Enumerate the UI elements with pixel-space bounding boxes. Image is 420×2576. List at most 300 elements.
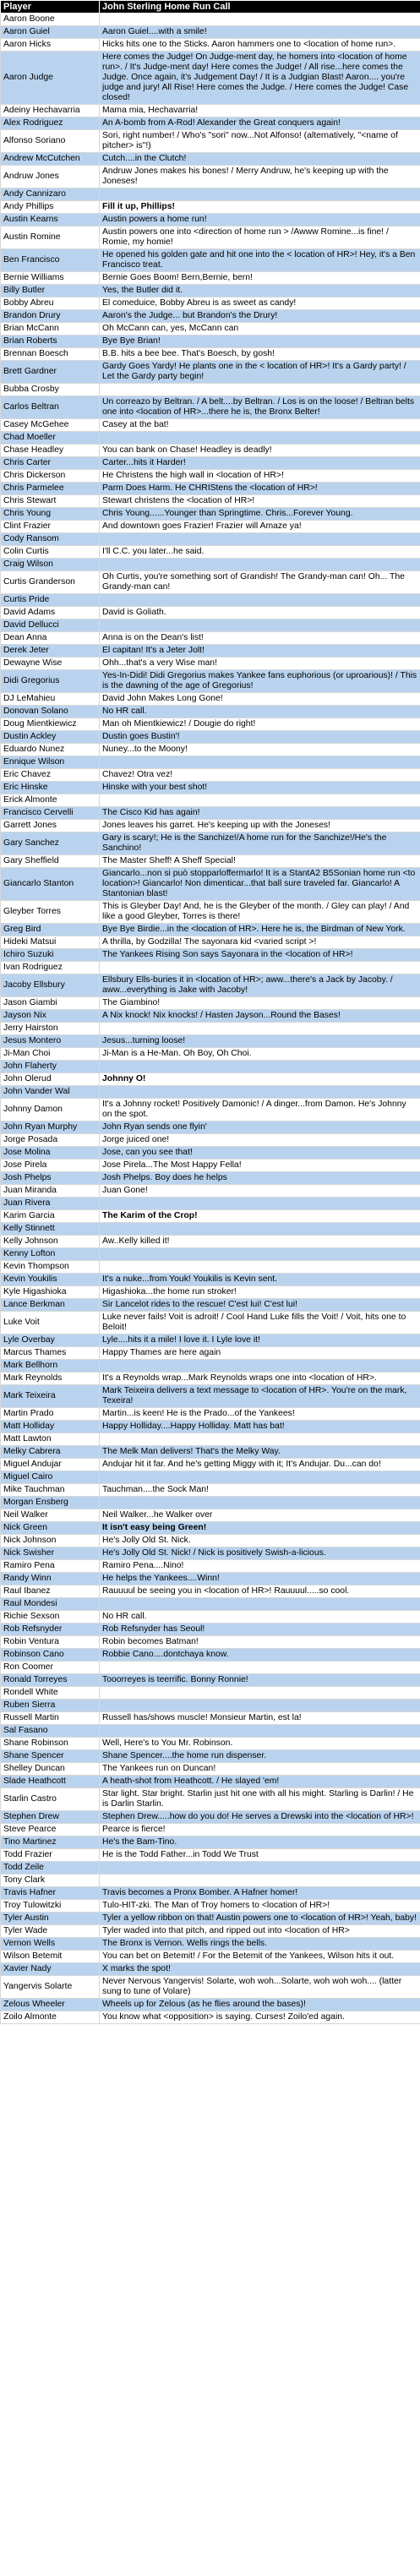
table-row [1,645,420,658]
player-cell: Greg Bird [1,924,100,936]
player-cell: Craig Wilson [1,559,100,571]
table-row [1,1674,420,1687]
player-cell: Raul Ibanez [1,1585,100,1598]
call-cell: Mark Teixeira delivers a text message to <location of HR>. You're on the mark, Texeira! [100,1385,420,1408]
table-row [1,594,420,607]
table-row [1,1160,420,1172]
table-row [1,1261,420,1274]
call-cell: Jose, can you see that! [100,1147,420,1160]
table-row [1,1976,420,1999]
table-row [1,997,420,1010]
call-cell [100,1687,420,1700]
call-cell [100,1725,420,1738]
table-row [1,546,420,559]
call-cell [100,794,420,807]
player-cell: Tino Martinez [1,1836,100,1849]
call-cell: Ramiro Pena....Nino! [100,1560,420,1573]
call-cell: Stephen Drew.....how do you do! He serves a Drewski into the <location of HR>! [100,1811,420,1824]
call-cell: David is Goliath. [100,607,420,619]
call-cell [100,1497,420,1509]
table-row [1,962,420,974]
call-cell: Un correazo by Beltran. / A belt....by Beltran. / Los is on the loose! / Beltran belts one into <location of HR>...there he is, the Bronx Belter! [100,396,420,419]
call-cell: Dustin goes Bustin'! [100,731,420,744]
table-row [1,1373,420,1385]
call-cell: Rauuuul be seeing you in <location of HR>! Rauuuul.....so cool. [100,1585,420,1598]
call-cell: David John Makes Long Gone! [100,693,420,706]
table-row [1,901,420,924]
player-cell: Wilson Betemit [1,1951,100,1963]
table-row [1,445,420,457]
table-row [1,1497,420,1509]
table-row [1,949,420,962]
table-row [1,1776,420,1788]
call-cell: Jesus...turning loose! [100,1035,420,1048]
table-row [1,1938,420,1951]
table-row [1,470,420,483]
table-row [1,1334,420,1347]
call-cell [100,1198,420,1210]
table-row [1,348,420,361]
call-cell: Cutch....in the Clutch! [100,153,420,166]
table-row [1,718,420,731]
player-cell: Russell Martin [1,1712,100,1725]
call-cell: I'll C.C. you later...he said. [100,546,420,559]
player-cell: Zoilo Almonte [1,2011,100,2024]
table-row [1,1299,420,1312]
table-row [1,1624,420,1636]
player-cell: Stephen Drew [1,1811,100,1824]
table-row [1,214,420,226]
call-cell: He is the Todd Father...in Todd We Trust [100,1849,420,1862]
call-cell: Chavez! Otra vez! [100,769,420,782]
call-cell: Tauchman....the Sock Man! [100,1484,420,1497]
call-cell [100,1086,420,1099]
player-cell: Jacoby Ellsbury [1,974,100,997]
call-cell: Yes, the Butler did it. [100,285,420,297]
player-cell: Cody Ransom [1,533,100,546]
table-row [1,658,420,670]
call-cell: The Bronx is Vernon. Wells rings the bells. [100,1938,420,1951]
table-row [1,1061,420,1073]
table-row [1,457,420,470]
call-cell: Robbie Cano....dontchaya know. [100,1649,420,1662]
player-cell: Vernon Wells [1,1938,100,1951]
table-row [1,1172,420,1185]
table-row [1,1925,420,1938]
table-row [1,1875,420,1887]
player-cell: Aaron Guiel [1,26,100,39]
player-cell: Steve Pearce [1,1824,100,1836]
call-cell: B.B. hits a bee bee. That's Boesch, by gosh! [100,348,420,361]
player-cell: Miguel Andujar [1,1459,100,1471]
table-row [1,285,420,297]
call-cell: Man oh Mientkiewicz! / Dougie do right! [100,718,420,731]
player-cell: Hideki Matsui [1,936,100,949]
player-cell: Eric Hinske [1,782,100,794]
player-cell: Shane Robinson [1,1738,100,1750]
player-cell: Mark Bellhorn [1,1360,100,1373]
player-cell: Casey McGehee [1,419,100,432]
call-cell: Anna is on the Dean's list! [100,632,420,645]
table-row [1,706,420,718]
call-cell: Aaron Guiel....with a smile! [100,26,420,39]
table-row [1,1248,420,1261]
call-cell: Star light. Star bright. Starlin just hit one with all his might. Starling is Darlin! / He is Darlin Starlin. [100,1788,420,1811]
player-cell: Juan Rivera [1,1198,100,1210]
table-row [1,1585,420,1598]
call-cell [100,559,420,571]
player-cell: Doug Mientkiewicz [1,718,100,731]
table-row [1,1824,420,1836]
player-cell: Eduardo Nunez [1,744,100,756]
table-row [1,323,420,336]
player-cell: Clint Frazier [1,521,100,533]
call-cell: Tyler a yellow ribbon on that! Austin powers one to <location of HR>! Yeah, baby! [100,1913,420,1925]
call-cell: Johnny O! [100,1073,420,1086]
call-cell: Oh McCann can, yes, McCann can [100,323,420,336]
call-cell: Tyler waded into that pitch, and ripped out into <location of HR> [100,1925,420,1938]
table-row [1,419,420,432]
table-row [1,1421,420,1433]
table-row [1,483,420,495]
player-cell: Erick Almonte [1,794,100,807]
player-cell: Rondell White [1,1687,100,1700]
player-cell: Nick Johnson [1,1535,100,1547]
table-row [1,1048,420,1061]
table-row [1,1210,420,1223]
table-row [1,1725,420,1738]
table-row [1,1811,420,1824]
player-cell: Kyle Higashioka [1,1286,100,1299]
player-cell: Troy Tulowitzki [1,1900,100,1913]
player-cell: Richie Sexson [1,1611,100,1624]
call-cell: This is Gleyber Day! And, he is the Gleyber of the month. / Gley can play! / And like a good Gleyber, Torres is there! [100,901,420,924]
table-row [1,1649,420,1662]
table-row [1,1788,420,1811]
player-cell: Ji-Man Choi [1,1048,100,1061]
call-cell: Gary is scary!; He is the Sanchize!/A home run for the Sanchize!/He's the Sanchino! [100,832,420,855]
table-row [1,1951,420,1963]
player-cell: Ichiro Suzuki [1,949,100,962]
table-row [1,1963,420,1976]
call-cell: It's a Johnny rocket! Positively Damonic! / A dinger...from Damon. He's Johnny on the spot. [100,1099,420,1122]
call-cell: He opened his golden gate and hit one into the < location of HR>! Hey, it's a Ben Francisco treat. [100,249,420,272]
call-cell: You can bank on Chase! Headley is deadly! [100,445,420,457]
call-cell: Here comes the Judge! On Judge-ment day, he homers into <location of home run>. / It's Judge-ment day! Here comes the Judge! / All rise...here comes the Judge. Once again, it's Judgement Day! / It is a Judgian Blast! Aaron.... you're judge and jury! All Rise! Here comes the Judge. / Here comes the Judge! Case closed! [100,52,420,105]
player-cell: Brian McCann [1,323,100,336]
table-row [1,52,420,105]
call-cell: Hinske with your best shot! [100,782,420,794]
call-cell: Happy Holliday....Happy Holliday. Matt has bat! [100,1421,420,1433]
player-cell: Nick Green [1,1522,100,1535]
call-cell: John Ryan sends one flyin' [100,1122,420,1134]
player-cell: Carlos Beltran [1,396,100,419]
player-cell: Rob Refsnyder [1,1624,100,1636]
table-row [1,508,420,521]
table-row [1,1312,420,1334]
player-cell: John Olerud [1,1073,100,1086]
player-cell: John Flaherty [1,1061,100,1073]
player-cell: Giancarlo Stanton [1,868,100,901]
table-row [1,226,420,249]
header-call: John Sterling Home Run Call [100,1,420,14]
call-cell [100,1875,420,1887]
player-cell: Travis Hafner [1,1887,100,1900]
table-row [1,1849,420,1862]
player-cell: Ronald Torreyes [1,1674,100,1687]
player-cell: Tony Clark [1,1875,100,1887]
table-row [1,2011,420,2024]
call-cell: It's a nuke...from Youk! Youkilis is Kevin sent. [100,1274,420,1286]
player-cell: Randy Winn [1,1573,100,1585]
call-cell: Parm Does Harm. He CHRIStens the <location of HR>! [100,483,420,495]
call-cell [100,1471,420,1484]
player-cell: David Adams [1,607,100,619]
player-cell: Donovan Solano [1,706,100,718]
player-cell: Ruben Sierra [1,1700,100,1712]
table-row [1,820,420,832]
table-row [1,974,420,997]
player-cell: Mark Teixeira [1,1385,100,1408]
table-row [1,1236,420,1248]
player-cell: Chad Moeller [1,432,100,445]
player-cell: Yangervis Solarte [1,1976,100,1999]
player-cell: Marcus Thames [1,1347,100,1360]
call-cell: X marks the spot! [100,1963,420,1976]
table-row [1,1408,420,1421]
call-cell: Luke never fails! Voit is adroit! / Cool Hand Luke fills the Voit! / Voit, hits one to Beloit! [100,1312,420,1334]
player-cell: Raul Mondesi [1,1598,100,1611]
table-row [1,14,420,26]
table-row [1,693,420,706]
call-cell: Fill it up, Phillips! [100,201,420,214]
player-cell: Lyle Overbay [1,1334,100,1347]
player-cell: Billy Butler [1,285,100,297]
table-row [1,495,420,508]
table-row [1,1763,420,1776]
call-cell [100,1862,420,1875]
table-row [1,794,420,807]
player-cell: Aaron Boone [1,14,100,26]
player-cell: Morgan Ensberg [1,1497,100,1509]
table-row [1,201,420,214]
call-cell [100,384,420,396]
table-row [1,936,420,949]
player-cell: Johnny Damon [1,1099,100,1122]
call-cell: The Karim of the Crop! [100,1210,420,1223]
call-cell: A thrilla, by Godzilla! The sayonara kid <varied script >! [100,936,420,949]
player-cell: Andrew McCutchen [1,153,100,166]
table-row [1,1547,420,1560]
table-row [1,1573,420,1585]
player-cell: Chris Stewart [1,495,100,508]
table-row [1,868,420,901]
player-cell: Kevin Youkilis [1,1274,100,1286]
player-cell: Derek Jeter [1,645,100,658]
player-cell: Chris Parmelee [1,483,100,495]
call-cell: Andujar hit it far. And he's getting Miggy with it; It's Andujar. Du...can do! [100,1459,420,1471]
call-cell: He Christens the high wall in <location of HR>! [100,470,420,483]
player-cell: Dewayne Wise [1,658,100,670]
table-row [1,1086,420,1099]
player-cell: Brennan Boesch [1,348,100,361]
table-row [1,670,420,693]
call-cell: Oh Curtis, you're something sort of Grandish! The Grandy-man can! Oh... The Grandy-man can! [100,571,420,594]
call-cell: Chris Young......Younger than Springtime. Chris...Forever Young. [100,508,420,521]
table-row [1,756,420,769]
player-cell: Bernie Williams [1,272,100,285]
call-cell: He helps the Yankees....Winn! [100,1573,420,1585]
table-row [1,1636,420,1649]
call-cell: Bernie Goes Boom! Bern,Bernie, bern! [100,272,420,285]
call-cell: Ohh...that's a very Wise man! [100,658,420,670]
call-cell: Jose Pirela...The Most Happy Fella! [100,1160,420,1172]
table-row [1,607,420,619]
player-cell: Nick Swisher [1,1547,100,1560]
call-cell: Carter...hits it Harder! [100,457,420,470]
table-row [1,1862,420,1875]
table-row [1,130,420,153]
table-row [1,39,420,52]
player-cell: Miguel Cairo [1,1471,100,1484]
call-cell [100,533,420,546]
call-cell: Austin powers a home run! [100,214,420,226]
call-cell: Gardy Goes Yardy! He plants one in the < location of HR>! It's a Gardy party! / Let the Gardy party begin! [100,361,420,384]
call-cell: Wheels up for Zelous (as he flies around the bases)! [100,1999,420,2011]
player-cell: Andruw Jones [1,166,100,188]
player-cell: Gary Sheffield [1,855,100,868]
table-body [1,14,420,2024]
player-cell: Kevin Thompson [1,1261,100,1274]
call-cell: Josh Phelps. Boy does he helps [100,1172,420,1185]
call-cell: The Yankees Rising Son says Sayonara in the <location of HR>! [100,949,420,962]
table-row [1,26,420,39]
call-cell: Well, Here's to You Mr. Robinson. [100,1738,420,1750]
table-row [1,1662,420,1674]
player-cell: Brian Roberts [1,336,100,348]
player-cell: Brett Gardner [1,361,100,384]
call-cell: The Master Sheff! A Sheff Special! [100,855,420,868]
call-cell [100,619,420,632]
call-cell [100,1023,420,1035]
player-cell: Chase Headley [1,445,100,457]
call-cell: El capitan! It's a Jeter Jolt! [100,645,420,658]
player-cell: Alex Rodriguez [1,117,100,130]
call-cell: Martin...is keen! He is the Prado...of the Yankees! [100,1408,420,1421]
call-cell: Jorge juiced one! [100,1134,420,1147]
player-cell: Matt Lawton [1,1433,100,1446]
table-row [1,297,420,310]
player-cell: Jason Giambi [1,997,100,1010]
table-row [1,1433,420,1446]
player-cell: Gary Sanchez [1,832,100,855]
call-cell: Sori, right number! / Who's "sori" now...Not Alfonso! (alternatively, "<name of pitcher> is"!) [100,130,420,153]
call-cell: Russell has/shows muscle! Monsieur Martin, est la! [100,1712,420,1725]
table-row [1,1509,420,1522]
player-cell: Bubba Crosby [1,384,100,396]
table-row [1,1446,420,1459]
table-row [1,1223,420,1236]
player-cell: David Dellucci [1,619,100,632]
call-cell: Rob Refsnyder has Seoul! [100,1624,420,1636]
call-cell: The Yankees run on Duncan! [100,1763,420,1776]
player-cell: Martin Prado [1,1408,100,1421]
player-cell: Starlin Castro [1,1788,100,1811]
call-cell: Aaron's the Judge... but Brandon's the Drury! [100,310,420,323]
table-row [1,1286,420,1299]
call-cell: Casey at the bat! [100,419,420,432]
table-row [1,619,420,632]
call-cell [100,1662,420,1674]
table-row [1,1185,420,1198]
call-cell [100,432,420,445]
player-cell: Karim Garcia [1,1210,100,1223]
table-row [1,166,420,188]
call-cell: He's Jolly Old St. Nick. [100,1535,420,1547]
table-row [1,1598,420,1611]
table-row [1,1712,420,1725]
table-row [1,432,420,445]
player-cell: Dustin Ackley [1,731,100,744]
call-cell [100,1433,420,1446]
call-cell: Happy Thames are here again [100,1347,420,1360]
table-row [1,1887,420,1900]
table-row [1,1459,420,1471]
call-cell: Sir Lancelot rides to the rescue! C'est lui! C'est lui! [100,1299,420,1312]
call-cell: Jones leaves his garret. He's keeping up with the Joneses! [100,820,420,832]
call-cell: Bye Bye Brian! [100,336,420,348]
call-cell: The Giambino! [100,997,420,1010]
player-cell: Robin Ventura [1,1636,100,1649]
player-cell: Dean Anna [1,632,100,645]
player-cell: Melky Cabrera [1,1446,100,1459]
player-cell: Andy Phillips [1,201,100,214]
call-cell [100,962,420,974]
table-row [1,731,420,744]
player-cell: Josh Phelps [1,1172,100,1185]
table-row [1,1471,420,1484]
table-row [1,1522,420,1535]
call-cell: It isn't easy being Green! [100,1522,420,1535]
table-row [1,1035,420,1048]
call-cell: And downtown goes Frazier! Frazier will Amaze ya! [100,521,420,533]
player-cell: Zelous Wheeler [1,1999,100,2011]
table-row [1,1687,420,1700]
call-cell [100,756,420,769]
player-cell: Slade Heathcott [1,1776,100,1788]
call-cell: Hicks hits one to the Sticks. Aaron hammers one to <location of home run>. [100,39,420,52]
call-cell: Mama mia, Hechavarria! [100,105,420,117]
table-row [1,782,420,794]
table-header [1,1,420,14]
call-cell: Lyle....hits it a mile! I love it. I Lyle love it! [100,1334,420,1347]
table-row [1,832,420,855]
player-cell: Shane Spencer [1,1750,100,1763]
table-row [1,1122,420,1134]
table-row [1,1750,420,1763]
player-cell: Mark Reynolds [1,1373,100,1385]
player-cell: Francisco Cervelli [1,807,100,820]
player-cell: Aaron Judge [1,52,100,105]
table-row [1,310,420,323]
player-cell: Gleyber Torres [1,901,100,924]
player-cell: Neil Walker [1,1509,100,1522]
player-cell: Colin Curtis [1,546,100,559]
table-row [1,533,420,546]
table-row [1,744,420,756]
player-cell: Sal Fasano [1,1725,100,1738]
player-cell: Brandon Drury [1,310,100,323]
